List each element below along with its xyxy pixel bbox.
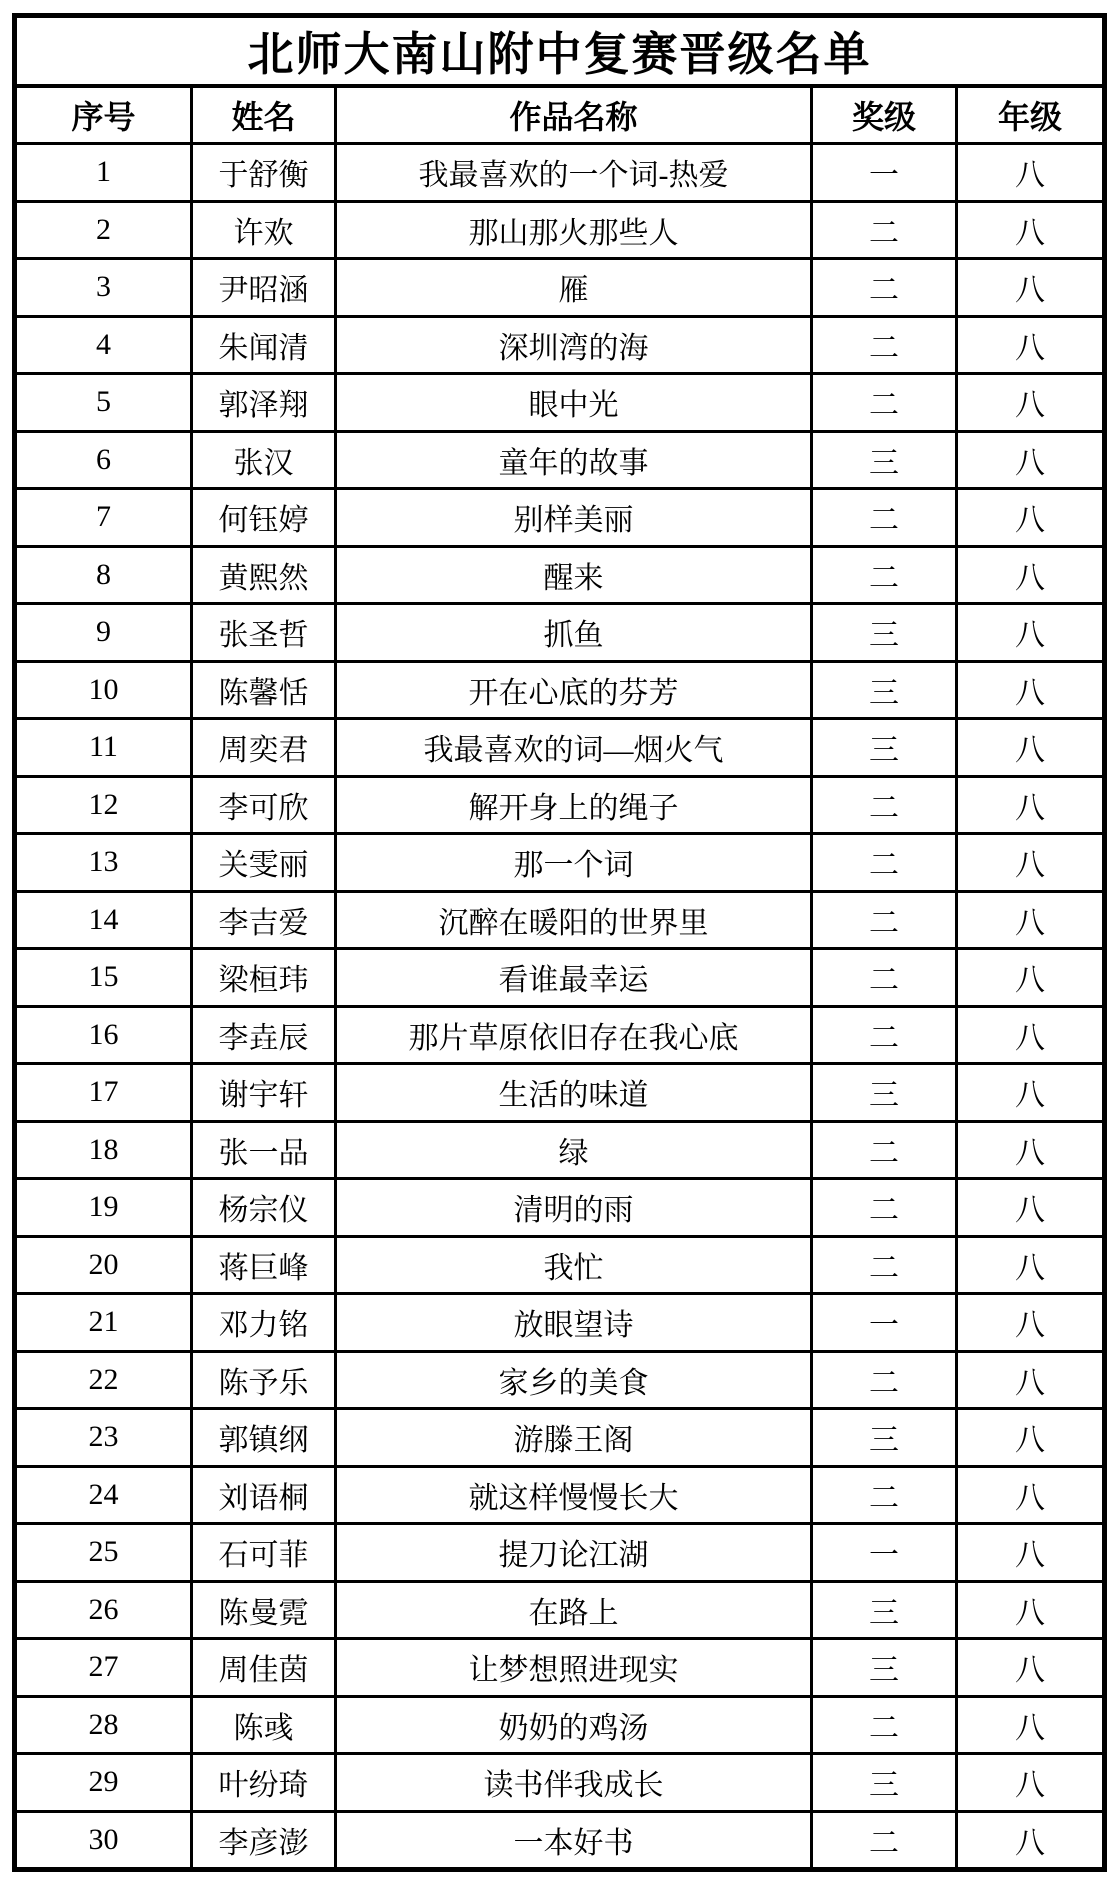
cell-grade: 八	[957, 1409, 1105, 1467]
cell-work: 那山那火那些人	[336, 201, 812, 259]
cell-work: 让梦想照进现实	[336, 1639, 812, 1697]
cell-award: 三	[812, 719, 957, 777]
cell-award: 二	[812, 1179, 957, 1237]
cell-grade: 八	[957, 1811, 1105, 1870]
cell-name: 李可欣	[192, 776, 336, 834]
table-row	[15, 144, 1105, 202]
cell-award: 一	[812, 1294, 957, 1352]
cell-award: 二	[812, 201, 957, 259]
cell-grade: 八	[957, 1351, 1105, 1409]
table-row	[15, 1294, 1105, 1352]
cell-work: 那片草原依旧存在我心底	[336, 1006, 812, 1064]
cell-no: 9	[15, 604, 192, 662]
cell-no: 4	[15, 316, 192, 374]
column-header-name: 姓名	[192, 86, 336, 144]
table-row	[15, 661, 1105, 719]
column-header-no: 序号	[15, 86, 192, 144]
cell-no: 23	[15, 1409, 192, 1467]
cell-name: 杨宗仪	[192, 1179, 336, 1237]
cell-grade: 八	[957, 1639, 1105, 1697]
cell-award: 二	[812, 891, 957, 949]
cell-name: 周奕君	[192, 719, 336, 777]
cell-grade: 八	[957, 1754, 1105, 1812]
cell-grade: 八	[957, 1581, 1105, 1639]
cell-work: 沉醉在暖阳的世界里	[336, 891, 812, 949]
cell-name: 陈彧	[192, 1696, 336, 1754]
cell-no: 3	[15, 259, 192, 317]
cell-grade: 八	[957, 546, 1105, 604]
cell-name: 陈曼霓	[192, 1581, 336, 1639]
cell-grade: 八	[957, 1696, 1105, 1754]
table-row	[15, 1006, 1105, 1064]
cell-name: 何钰婷	[192, 489, 336, 547]
cell-grade: 八	[957, 489, 1105, 547]
cell-work: 深圳湾的海	[336, 316, 812, 374]
cell-work: 读书伴我成长	[336, 1754, 812, 1812]
cell-grade: 八	[957, 201, 1105, 259]
cell-work: 就这样慢慢长大	[336, 1466, 812, 1524]
cell-award: 二	[812, 1006, 957, 1064]
cell-award: 三	[812, 1409, 957, 1467]
cell-work: 我忙	[336, 1236, 812, 1294]
cell-no: 5	[15, 374, 192, 432]
cell-grade: 八	[957, 316, 1105, 374]
cell-name: 梁桓玮	[192, 949, 336, 1007]
cell-name: 张一品	[192, 1121, 336, 1179]
cell-no: 28	[15, 1696, 192, 1754]
cell-award: 二	[812, 1236, 957, 1294]
cell-award: 一	[812, 144, 957, 202]
cell-award: 二	[812, 316, 957, 374]
cell-award: 二	[812, 776, 957, 834]
cell-grade: 八	[957, 949, 1105, 1007]
cell-award: 二	[812, 489, 957, 547]
cell-work: 我最喜欢的一个词-热爱	[336, 144, 812, 202]
cell-award: 三	[812, 604, 957, 662]
table-row	[15, 489, 1105, 547]
cell-no: 12	[15, 776, 192, 834]
table-row	[15, 1121, 1105, 1179]
column-header-work: 作品名称	[336, 86, 812, 144]
cell-award: 二	[812, 259, 957, 317]
cell-work: 清明的雨	[336, 1179, 812, 1237]
table-title-row	[15, 16, 1105, 87]
cell-name: 郭镇纲	[192, 1409, 336, 1467]
cell-no: 22	[15, 1351, 192, 1409]
cell-name: 李彦澎	[192, 1811, 336, 1870]
cell-grade: 八	[957, 374, 1105, 432]
cell-no: 21	[15, 1294, 192, 1352]
cell-name: 陈馨恬	[192, 661, 336, 719]
cell-grade: 八	[957, 776, 1105, 834]
table-row	[15, 1466, 1105, 1524]
cell-no: 19	[15, 1179, 192, 1237]
cell-no: 13	[15, 834, 192, 892]
column-header-award: 奖级	[812, 86, 957, 144]
cell-work: 眼中光	[336, 374, 812, 432]
cell-award: 二	[812, 1466, 957, 1524]
cell-award: 二	[812, 949, 957, 1007]
cell-work: 那一个词	[336, 834, 812, 892]
cell-name: 刘语桐	[192, 1466, 336, 1524]
cell-name: 黄熙然	[192, 546, 336, 604]
cell-award: 三	[812, 661, 957, 719]
cell-name: 陈予乐	[192, 1351, 336, 1409]
table-row	[15, 1639, 1105, 1697]
cell-award: 二	[812, 1696, 957, 1754]
cell-no: 2	[15, 201, 192, 259]
table-row	[15, 1811, 1105, 1870]
cell-work: 一本好书	[336, 1811, 812, 1870]
table-row	[15, 1409, 1105, 1467]
column-header-grade: 年级	[957, 86, 1105, 144]
cell-no: 15	[15, 949, 192, 1007]
cell-award: 二	[812, 546, 957, 604]
cell-grade: 八	[957, 1294, 1105, 1352]
cell-work: 看谁最幸运	[336, 949, 812, 1007]
cell-name: 张圣哲	[192, 604, 336, 662]
table-row	[15, 776, 1105, 834]
cell-no: 17	[15, 1064, 192, 1122]
table-row	[15, 1581, 1105, 1639]
cell-no: 26	[15, 1581, 192, 1639]
cell-name: 关雯丽	[192, 834, 336, 892]
cell-award: 三	[812, 1581, 957, 1639]
table-row	[15, 1696, 1105, 1754]
cell-grade: 八	[957, 834, 1105, 892]
cell-no: 10	[15, 661, 192, 719]
cell-work: 抓鱼	[336, 604, 812, 662]
cell-work: 提刀论江湖	[336, 1524, 812, 1582]
table-row	[15, 1351, 1105, 1409]
cell-award: 三	[812, 1064, 957, 1122]
cell-grade: 八	[957, 1236, 1105, 1294]
cell-name: 李垚辰	[192, 1006, 336, 1064]
cell-work: 我最喜欢的词—烟火气	[336, 719, 812, 777]
cell-grade: 八	[957, 604, 1105, 662]
table-row	[15, 949, 1105, 1007]
cell-no: 11	[15, 719, 192, 777]
cell-name: 朱闻清	[192, 316, 336, 374]
cell-grade: 八	[957, 1121, 1105, 1179]
cell-name: 于舒衡	[192, 144, 336, 202]
cell-name: 谢宇轩	[192, 1064, 336, 1122]
table-row	[15, 719, 1105, 777]
qualifier-roster-table	[12, 13, 1107, 1872]
cell-work: 别样美丽	[336, 489, 812, 547]
cell-work: 雁	[336, 259, 812, 317]
cell-name: 蒋巨峰	[192, 1236, 336, 1294]
table-row	[15, 259, 1105, 317]
cell-no: 20	[15, 1236, 192, 1294]
cell-no: 8	[15, 546, 192, 604]
cell-no: 27	[15, 1639, 192, 1697]
table-row	[15, 1179, 1105, 1237]
cell-no: 18	[15, 1121, 192, 1179]
cell-work: 奶奶的鸡汤	[336, 1696, 812, 1754]
table-row	[15, 374, 1105, 432]
table-row	[15, 1754, 1105, 1812]
table-row	[15, 891, 1105, 949]
table-row	[15, 604, 1105, 662]
cell-name: 郭泽翔	[192, 374, 336, 432]
cell-grade: 八	[957, 431, 1105, 489]
cell-award: 一	[812, 1524, 957, 1582]
table-row	[15, 316, 1105, 374]
cell-grade: 八	[957, 259, 1105, 317]
cell-no: 1	[15, 144, 192, 202]
cell-name: 张汉	[192, 431, 336, 489]
cell-work: 醒来	[336, 546, 812, 604]
cell-work: 家乡的美食	[336, 1351, 812, 1409]
cell-grade: 八	[957, 1466, 1105, 1524]
cell-grade: 八	[957, 1064, 1105, 1122]
table-row	[15, 431, 1105, 489]
cell-name: 叶纷琦	[192, 1754, 336, 1812]
cell-work: 生活的味道	[336, 1064, 812, 1122]
page-title: 北师大南山附中复赛晋级名单	[15, 16, 1105, 87]
cell-grade: 八	[957, 1524, 1105, 1582]
cell-award: 二	[812, 834, 957, 892]
cell-award: 三	[812, 431, 957, 489]
cell-grade: 八	[957, 1179, 1105, 1237]
cell-name: 邓力铭	[192, 1294, 336, 1352]
cell-name: 周佳茵	[192, 1639, 336, 1697]
cell-grade: 八	[957, 719, 1105, 777]
cell-no: 30	[15, 1811, 192, 1870]
cell-work: 放眼望诗	[336, 1294, 812, 1352]
cell-name: 石可菲	[192, 1524, 336, 1582]
cell-work: 解开身上的绳子	[336, 776, 812, 834]
table-row	[15, 1524, 1105, 1582]
cell-no: 24	[15, 1466, 192, 1524]
cell-grade: 八	[957, 1006, 1105, 1064]
cell-no: 7	[15, 489, 192, 547]
cell-no: 16	[15, 1006, 192, 1064]
cell-no: 14	[15, 891, 192, 949]
cell-name: 许欢	[192, 201, 336, 259]
cell-award: 二	[812, 374, 957, 432]
cell-work: 游滕王阁	[336, 1409, 812, 1467]
cell-grade: 八	[957, 891, 1105, 949]
cell-award: 二	[812, 1811, 957, 1870]
cell-award: 二	[812, 1121, 957, 1179]
table-row	[15, 834, 1105, 892]
cell-work: 开在心底的芬芳	[336, 661, 812, 719]
cell-grade: 八	[957, 144, 1105, 202]
table-row	[15, 1236, 1105, 1294]
cell-grade: 八	[957, 661, 1105, 719]
table-header-row	[15, 86, 1105, 144]
table-row	[15, 201, 1105, 259]
table-row	[15, 546, 1105, 604]
cell-award: 三	[812, 1639, 957, 1697]
cell-name: 尹昭涵	[192, 259, 336, 317]
cell-no: 29	[15, 1754, 192, 1812]
cell-work: 在路上	[336, 1581, 812, 1639]
cell-award: 二	[812, 1351, 957, 1409]
cell-no: 6	[15, 431, 192, 489]
table-row	[15, 1064, 1105, 1122]
cell-no: 25	[15, 1524, 192, 1582]
cell-work: 绿	[336, 1121, 812, 1179]
cell-name: 李吉爱	[192, 891, 336, 949]
table-body	[15, 144, 1105, 1870]
cell-award: 三	[812, 1754, 957, 1812]
cell-work: 童年的故事	[336, 431, 812, 489]
